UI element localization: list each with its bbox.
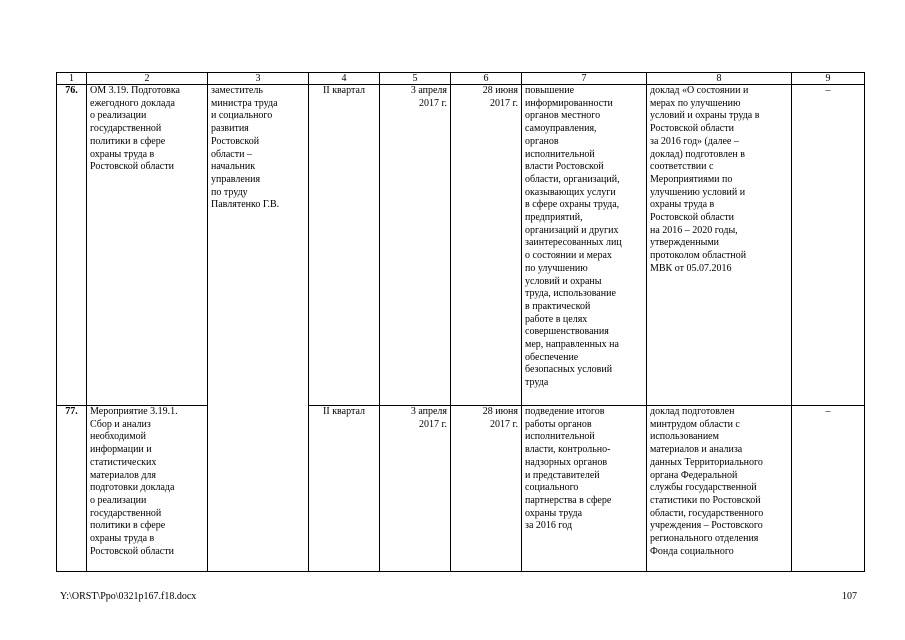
row-number: 77. — [57, 406, 87, 572]
status-cell: доклад подготовлен минтрудом области с использованием материалов и анализа данных Территориального органа Федеральной службы государственной статистики по Ростовской области, государственного учреждения – Ростовского регионального отделения Фонда социального — [647, 406, 792, 572]
report-table — [56, 72, 865, 572]
footer-file-path: Y:\ORST\Ppo\0321p167.f18.docx — [60, 591, 197, 602]
note-cell: – — [792, 85, 865, 406]
result-cell: подведение итогов работы органов исполнительной власти, контрольно- надзорных органов и представителей социального партнерства в сфере охраны труда за 2016 год — [522, 406, 647, 572]
table-header-row — [57, 73, 865, 85]
end-date-cell: 28 июня 2017 г. — [451, 406, 522, 572]
row-number: 76. — [57, 85, 87, 406]
header-cell-2: 2 — [87, 73, 208, 85]
header-cell-8: 8 — [647, 73, 792, 85]
note-cell: – — [792, 406, 865, 572]
header-cell-4: 4 — [309, 73, 380, 85]
result-cell: повышение информированности органов местного самоуправления, органов исполнительной власти Ростовской области, организаций, оказывающих услуги в сфере охраны труда, предприятий, организаций и других заинтересованных лиц о состоянии и мерах по улучшению условий и охраны труда, использование в практической работе в целях совершенствования мер, направленных на обеспечение безопасных условий труда — [522, 85, 647, 406]
end-date-cell: 28 июня 2017 г. — [451, 85, 522, 406]
start-date-cell: 3 апреля 2017 г. — [380, 406, 451, 572]
event-cell: Мероприятие 3.19.1. Сбор и анализ необходимой информации и статистических материалов для подготовки доклада о реализации государственной политики в сфере охраны труда в Ростовской области — [87, 406, 208, 572]
header-cell-6: 6 — [451, 73, 522, 85]
period-cell: II квартал — [309, 85, 380, 406]
header-cell-1: 1 — [57, 73, 87, 85]
table-row — [57, 406, 865, 572]
header-cell-9: 9 — [792, 73, 865, 85]
status-cell: доклад «О состоянии и мерах по улучшению условий и охраны труда в Ростовской области за 2016 год» (далее – доклад) подготовлен в соответствии с Мероприятиями по улучшению условий и охраны труда в Ростовской области на 2016 – 2020 годы, утвержденными протоколом областной МВК от 05.07.2016 — [647, 85, 792, 406]
header-cell-5: 5 — [380, 73, 451, 85]
header-cell-3: 3 — [208, 73, 309, 85]
responsible-cell: заместитель министра труда и социального развития Ростовской области – начальник управления по труду Павлятенко Г.В. — [208, 85, 309, 572]
table-row — [57, 85, 865, 406]
page-number: 107 — [842, 591, 857, 602]
start-date-cell: 3 апреля 2017 г. — [380, 85, 451, 406]
event-cell: ОМ 3.19. Подготовка ежегодного доклада о реализации государственной политики в сфере охраны труда в Ростовской области — [87, 85, 208, 406]
period-cell: II квартал — [309, 406, 380, 572]
header-cell-7: 7 — [522, 73, 647, 85]
